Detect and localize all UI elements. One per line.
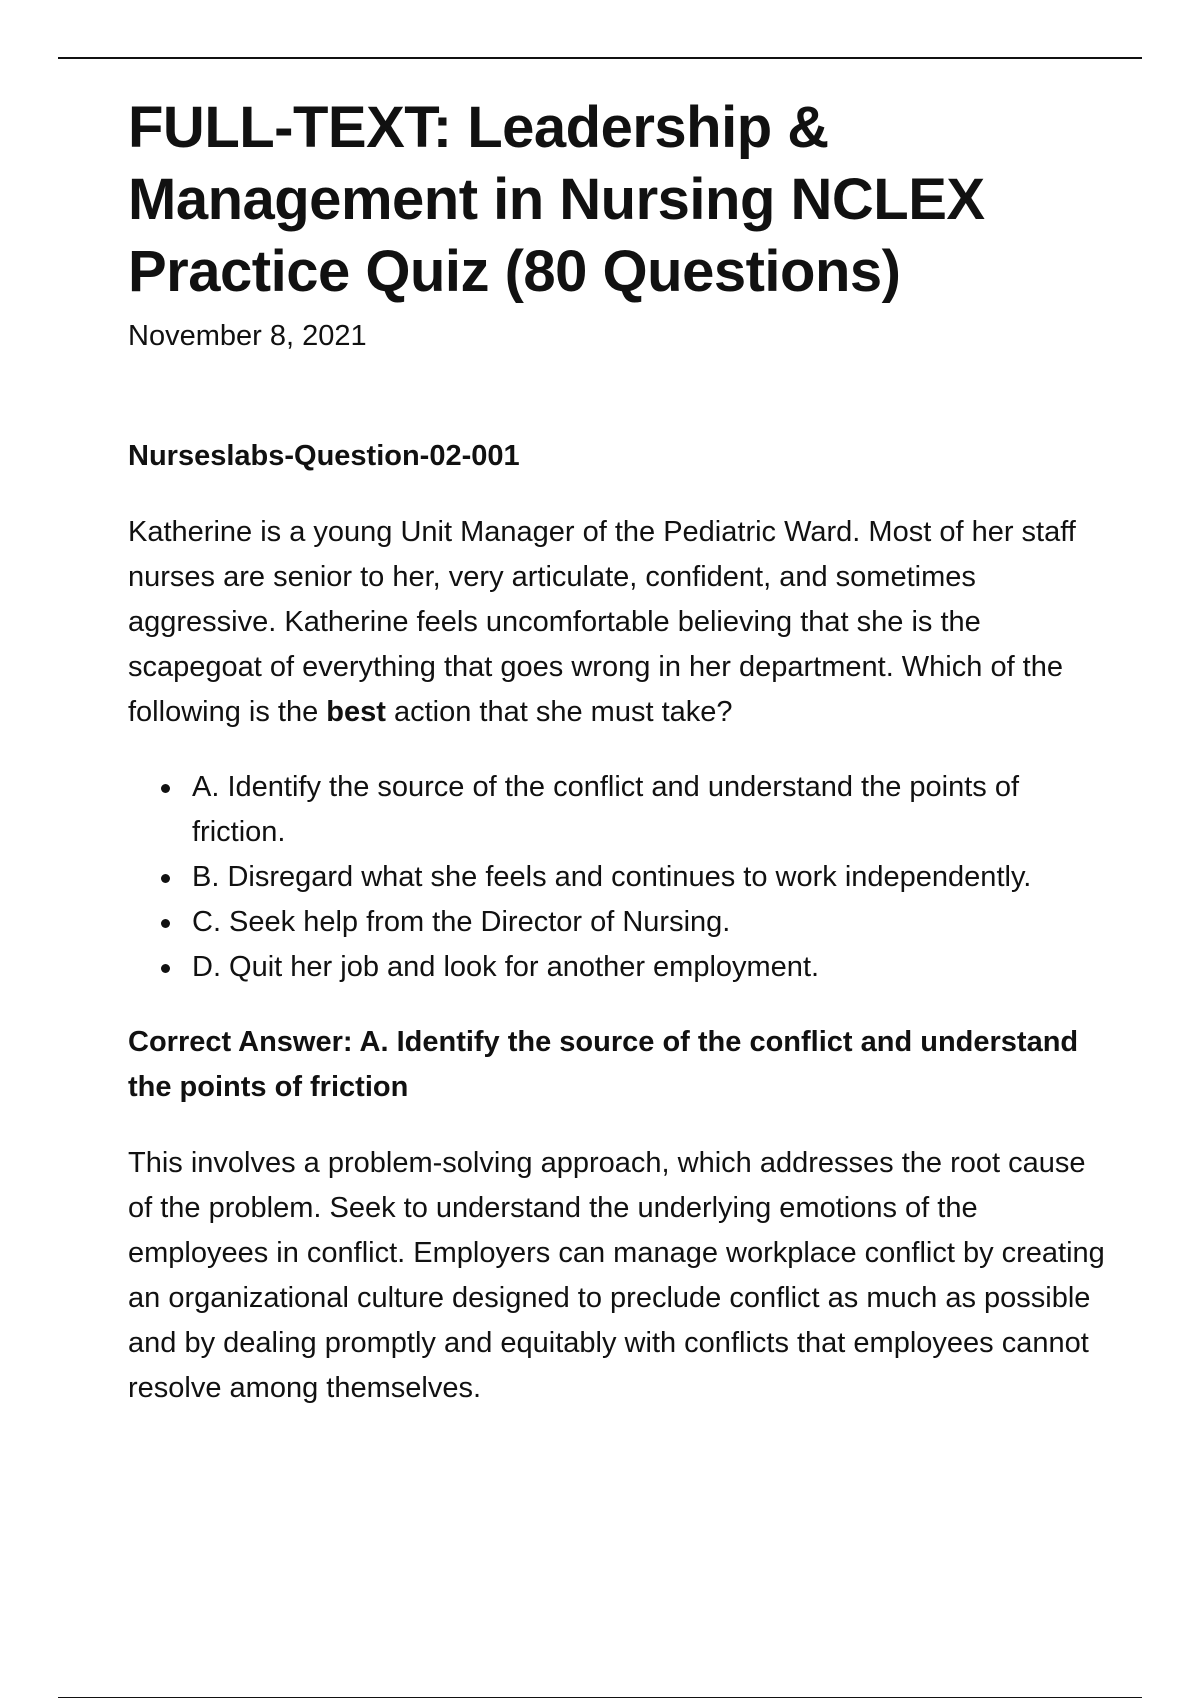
correct-answer-heading: Correct Answer: A. Identify the source of the conflict and understand the points of friction: [128, 1026, 1079, 1103]
question-stem-end: action that she must take?: [385, 696, 733, 728]
bullet-icon: [161, 964, 170, 973]
bullet-icon: [161, 784, 170, 793]
question-id: Nurseslabs-Question-02-001: [128, 440, 520, 472]
answer-option-text: C. Seek help from the Director of Nursing.: [192, 906, 731, 938]
bullet-icon: [161, 874, 170, 883]
question-stem-emphasis: best: [326, 696, 386, 728]
page-title: FULL-TEXT: Leadership & Management in Nursing NCLEX Practice Quiz (80 Questions): [128, 95, 985, 304]
answer-option-a: [128, 765, 1108, 855]
answer-options-list: [128, 765, 1108, 990]
answer-option-b: [128, 855, 1108, 900]
answer-option-c: [128, 900, 1108, 945]
question-stem-start: Katherine is a young Unit Manager of the Pediatric Ward. Most of her staff nurses are senior to her, very articulate, confident, and sometimes aggressive. Katherine feels uncomfortable believing that she is the scapegoat of everything that goes wrong in her department. Which of the following is the: [128, 516, 1076, 728]
answer-option-text: A. Identify the source of the conflict and understand the points of friction.: [192, 771, 1020, 848]
question-stem: [128, 510, 1108, 735]
bottom-divider: [58, 1697, 1142, 1698]
article-content: [128, 92, 1108, 1411]
answer-block: [128, 1020, 1108, 1411]
top-divider: [58, 57, 1142, 59]
answer-option-text: D. Quit her job and look for another employment.: [192, 951, 820, 983]
bullet-icon: [161, 919, 170, 928]
answer-option-text: B. Disregard what she feels and continues to work independently.: [192, 861, 1032, 893]
publish-date: November 8, 2021: [128, 320, 367, 352]
question-block: [128, 436, 1108, 990]
answer-rationale: This involves a problem-solving approach, which addresses the root cause of the problem. Seek to understand the underlying emotions of the employees in conflict. Employers can manage workplace conflict by creating an organizational culture designed to preclude conflict as much as possible and by dealing promptly and equitably with conflicts that employees cannot resolve among themselves.: [128, 1147, 1105, 1404]
answer-option-d: [128, 945, 1108, 990]
